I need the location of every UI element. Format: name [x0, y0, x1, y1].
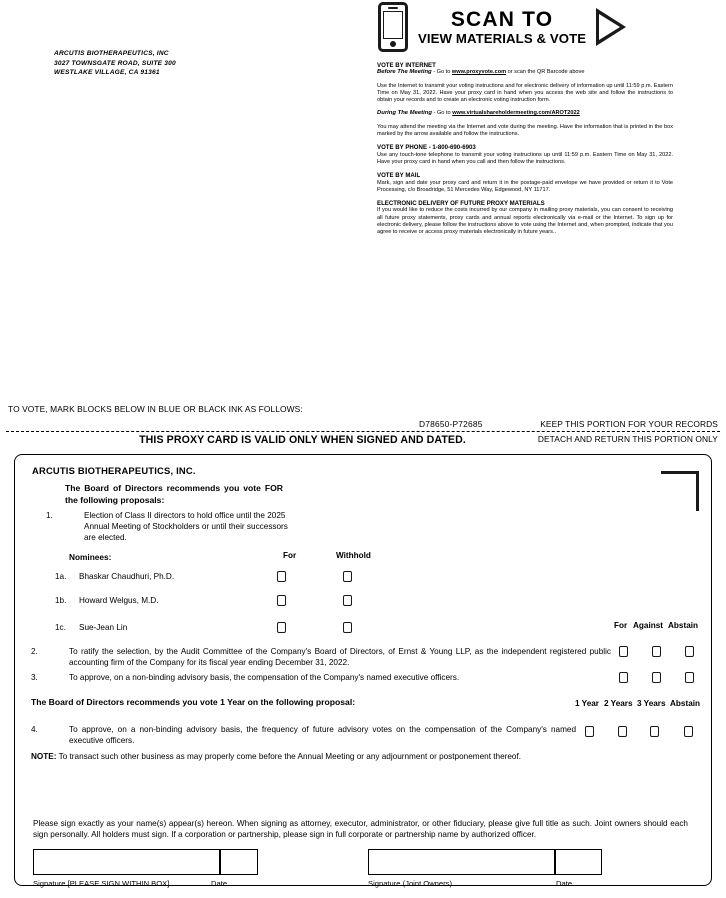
scan-banner-text — [418, 9, 586, 45]
checkbox-1b-for[interactable] — [277, 595, 286, 606]
proxy-validity-notice: THIS PROXY CARD IS VALID ONLY WHEN SIGNED AND DATED. — [139, 434, 466, 446]
internet-during-body: You may attend the meeting via the Internet and vote during the meeting. Have the information that is printed in the box marked by the arrow available and follow the instructions. — [377, 123, 673, 138]
nominee-number: 1c. — [55, 623, 66, 632]
column-header-abstain-freq: Abstain — [670, 699, 701, 708]
checkbox-1c-for[interactable] — [277, 622, 286, 633]
vote-by-mail-heading: VOTE BY MAIL — [377, 172, 421, 180]
smartphone-icon — [378, 2, 408, 52]
checkbox-4-1-year[interactable] — [585, 726, 594, 737]
column-header-abstain: Abstain — [668, 621, 699, 630]
checkbox-1c-withhold[interactable] — [343, 622, 352, 633]
date-field[interactable] — [220, 849, 258, 875]
date-caption: Date — [211, 879, 228, 888]
proxyvote-link[interactable]: www.proxyvote.com — [451, 69, 507, 76]
proposal-2-number: 2. — [31, 647, 38, 656]
during-meeting-label: During The Meeting — [377, 110, 432, 117]
note-row — [31, 751, 591, 762]
checkbox-3-for[interactable] — [619, 672, 628, 683]
proposal-2 — [31, 647, 611, 669]
checkbox-2-abstain[interactable] — [685, 646, 694, 657]
signature-field[interactable] — [33, 849, 220, 875]
checkbox-3-against[interactable] — [652, 672, 661, 683]
table-row — [55, 622, 645, 638]
mailing-address — [54, 49, 176, 78]
checkbox-4-abstain[interactable] — [684, 726, 693, 737]
proposal-1-number: 1. — [46, 511, 53, 520]
smartphone-screen — [383, 11, 403, 39]
column-header-for: For — [614, 621, 628, 630]
proposal-4-text: To approve, on a non-binding advisory basis, the frequency of future advisory votes on the compensation of the Company's named executive officers. — [69, 725, 576, 745]
to-vote-instruction: TO VOTE, MARK BLOCKS BELOW IN BLUE OR BLACK INK AS FOLLOWS: — [8, 404, 303, 414]
checkbox-1a-withhold[interactable] — [343, 571, 352, 582]
column-header-withhold: Withhold — [336, 551, 371, 560]
proposal-4 — [31, 725, 576, 747]
checkbox-4-3-years[interactable] — [650, 726, 659, 737]
before-meeting-line — [377, 69, 673, 76]
vote-by-phone-heading: VOTE BY PHONE - 1-800-690-6903 — [377, 144, 476, 152]
column-header-2-years: 2 Years — [604, 699, 633, 708]
address-line-2: 3027 TOWNSGATE ROAD, SUITE 300 — [54, 59, 176, 67]
checkbox-2-for[interactable] — [619, 646, 628, 657]
checkbox-1b-withhold[interactable] — [343, 595, 352, 606]
before-meeting-prefix: - Go to — [431, 69, 452, 76]
corner-bracket-marker — [661, 471, 699, 511]
signature-caption: Signature [PLEASE SIGN WITHIN BOX] — [33, 879, 170, 888]
address-line-1: ARCUTIS BIOTHERAPEUTICS, INC — [54, 50, 169, 57]
during-meeting-prefix: - Go to — [431, 110, 453, 117]
proposal-1-text: Election of Class II directors to hold office until the 2025 Annual Meeting of Stockholders or until their successors are elected. — [84, 511, 288, 542]
nominee-number: 1b. — [55, 596, 67, 605]
joint-signature-caption: Signature (Joint Owners) — [368, 879, 452, 888]
nominee-name: Howard Welgus, M.D. — [79, 596, 159, 605]
before-meeting-suffix: or scan the QR Barcode above — [506, 69, 585, 76]
control-number: D78650-P72685 — [419, 419, 483, 429]
board-recommendation-for: The Board of Directors recommends you vote FOR the following proposals: — [65, 483, 283, 505]
joint-date-caption: Date — [556, 879, 573, 888]
address-line-3: WESTLAKE VILLAGE, CA 91361 — [54, 69, 160, 77]
column-header-1-year: 1 Year — [575, 699, 599, 708]
virtual-meeting-link[interactable]: www.virtualshareholdermeeting.com/AROT2022 — [452, 110, 580, 117]
vote-by-internet-heading: VOTE BY INTERNET — [377, 62, 436, 69]
scan-to-subheading: VIEW MATERIALS & VOTE — [418, 30, 587, 46]
checkbox-4-2-years[interactable] — [618, 726, 627, 737]
column-header-against: Against — [633, 621, 664, 630]
nominee-name: Bhaskar Chaudhuri, Ph.D. — [79, 572, 175, 581]
electronic-delivery-heading: ELECTRONIC DELIVERY OF FUTURE PROXY MATERIALS — [377, 200, 545, 208]
during-meeting-line — [377, 110, 673, 117]
scan-banner — [378, 2, 626, 52]
proposal-3-number: 3. — [31, 673, 38, 682]
nominees-label: Nominees: — [69, 552, 112, 562]
electronic-delivery-body: If you would like to reduce the costs incurred by our company in mailing proxy materials, you can consent to receiving all future proxy statements, proxy cards and annual reports electronically via e-mail or the Internet. To sign up for electronic delivery, please follow the instructions above to vote using the Internet and, when prompted, indicate that you agree to receive or access proxy materials electronically in future years.. — [377, 207, 673, 236]
vote-by-mail-body: Mark, sign and date your proxy card and return it in the postage-paid envelope we have provided or return it to Vote Processing, c/o Broadridge, 51 Mercedes Way, Edgewood, NY 11717. — [377, 179, 673, 193]
column-header-for-nominees: For — [283, 551, 297, 560]
detach-portion-notice: DETACH AND RETURN THIS PORTION ONLY — [537, 434, 718, 444]
play-triangle-icon — [596, 8, 626, 46]
column-header-3-years: 3 Years — [637, 699, 666, 708]
note-label: NOTE: — [31, 752, 57, 761]
proposal-2-text: To ratify the selection, by the Audit Committee of the Company's Board of Directors, of Ernst & Young LLP, as the independent registered public accounting firm of the Company for its fiscal year ending December 31, 2022. — [69, 647, 611, 667]
proxy-card-company-title: ARCUTIS BIOTHERAPEUTICS, INC. — [32, 465, 196, 476]
proposal-1 — [46, 510, 296, 543]
vote-instructions-block — [377, 62, 673, 237]
joint-signature-field[interactable] — [368, 849, 555, 875]
table-row — [55, 571, 645, 587]
checkbox-1a-for[interactable] — [277, 571, 286, 582]
nominee-name: Sue-Jean Lin — [79, 623, 128, 632]
scan-to-heading: SCAN TO — [450, 7, 554, 31]
internet-before-body: Use the Internet to transmit your voting instructions and for electronic delivery of information up until 11:59 p.m. Eastern Time on May 31, 2022. Have your proxy card in hand when you access the web site and follow the instructions to obtain your records and to create an electronic voting instruction form. — [377, 82, 673, 104]
vote-by-phone-body: Use any touch-tone telephone to transmit your voting instructions up until 11:59 p.m. Eastern Time on May 31, 2022. Have your proxy card in hand when you call and then follow the instructions. — [377, 151, 673, 165]
checkbox-3-abstain[interactable] — [685, 672, 694, 683]
keep-portion-notice: KEEP THIS PORTION FOR YOUR RECORDS — [540, 419, 718, 429]
proposal-3 — [31, 673, 611, 684]
checkbox-2-against[interactable] — [652, 646, 661, 657]
before-meeting-label: Before The Meeting — [377, 69, 432, 76]
proposal-3-text: To approve, on a non-binding advisory basis, the compensation of the Company's named executive officers. — [69, 673, 460, 682]
signature-instructions: Please sign exactly as your name(s) appear(s) hereon. When signing as attorney, executor, administrator, or other fiduciary, please give full title as such. Joint owners should each sign personally. All holders must sign. If a corporation or partnership, please sign in full corporate or partnership name by authorized officer. — [33, 819, 688, 839]
board-recommendation-1year: The Board of Directors recommends you vote 1 Year on the following proposal: — [31, 697, 356, 707]
nominee-number: 1a. — [55, 572, 67, 581]
joint-date-field[interactable] — [555, 849, 602, 875]
proposal-4-number: 4. — [31, 725, 38, 734]
note-text: To transact such other business as may properly come before the Annual Meeting or any adjournment or postponement thereof. — [56, 752, 522, 761]
perforation-divider — [6, 431, 720, 432]
table-row — [55, 595, 645, 611]
